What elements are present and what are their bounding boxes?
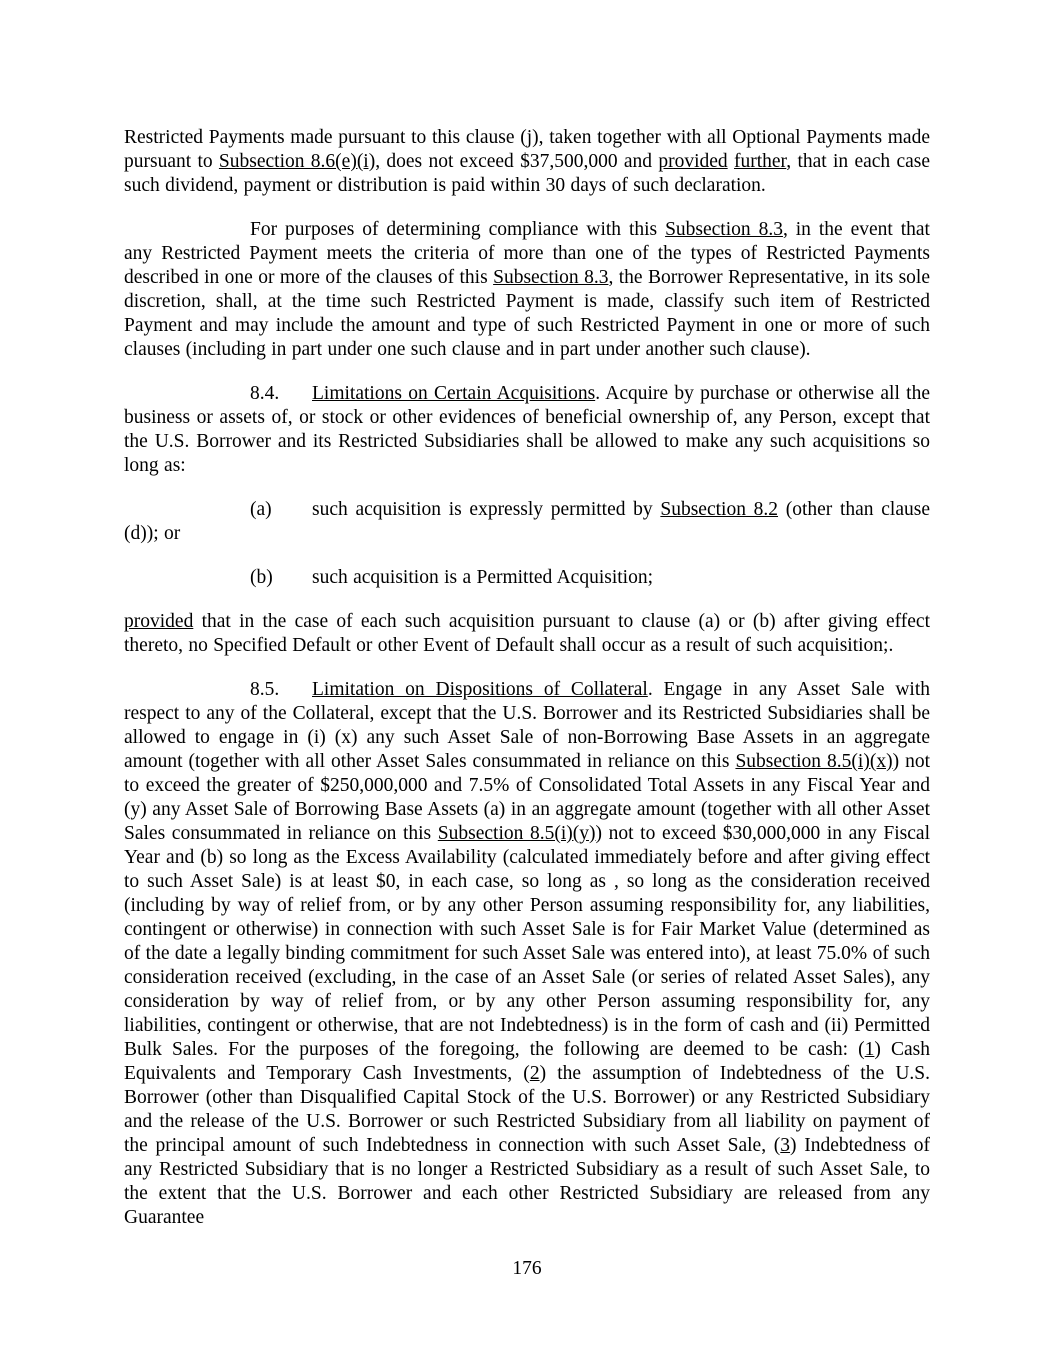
- paragraph-restricted-payments-continuation: Restricted Payments made pursuant to this clause (j), taken together with all Optional Payments made pursuant to Subsection 8.6(e)(i), does not exceed $37,500,000 and provided further, that in each case such dividend, payment or distribution is paid within 30 days of such declaration.: [124, 127, 931, 196]
- paragraph-clause-b: (b) such acquisition is a Permitted Acquisition;: [250, 567, 654, 588]
- paragraph-proviso: provided that in the case of each such acquisition pursuant to clause (a) or (b) after giving effect thereto, no Specified Default or other Event of Default shall occur as a result of such acquisition;.: [124, 611, 930, 656]
- paragraph-section-8-5-dispositions-collateral: 8.5. Limitation on Dispositions of Collateral. Engage in any Asset Sale with respect to any of the Collateral, except that the U.S. Borrower and its Restricted Subsidiaries shall be allowed to engage in (i) (x) any such Asset Sale of non-Borrowing Base Assets in an aggregate amount (together with all other Asset Sales consummated in reliance on this Subsection 8.5(i)(x)) not to exceed the greater of $250,000,000 and 7.5% of Consolidated Total Assets in any Fiscal Year and (y) any Asset Sale of Borrowing Base Assets (a) in an aggregate amount (together with all other Asset Sales consummated in reliance on this Subsection 8.5(i)(y)) not to exceed $30,000,000 in any Fiscal Year and (b) so long as the Excess Availability (calculated immediately before and after giving effect to such Asset Sale) is at least $0, in each case, so long as , so long as the consideration received (including by way of relief from, or by any other Person assuming responsibility for, any liabilities, contingent or otherwise) in connection with such Asset Sale is for Fair Market Value (determined as of the date a legally binding commitment for such Asset Sale was entered into), at least 75.0% of such consideration received (excluding, in the case of an Asset Sale (or series of related Asset Sales), any consideration by way of relief from, or by any other Person assuming responsibility for, any liabilities, contingent or otherwise, that are not Indebtedness) is in the form of cash and (ii) Permitted Bulk Sales. For the purposes of the foregoing, the following are deemed to be cash: (1) Cash Equivalents and Temporary Cash Investments, (2) the assumption of Indebtedness of the U.S. Borrower (other than Disqualified Capital Stock of the U.S. Borrower) or any Restricted Subsidiary and the release of the U.S. Borrower or such Restricted Subsidiary from all liability on payment of the principal amount of such Indebtedness in connection with such Asset Sale, (3) Indebtedness of any Restricted Subsidiary that is no longer a Restricted Subsidiary as a result of such Asset Sale, to the extent that the U.S. Borrower and each other Restricted Subsidiary are released from any Guarantee: [124, 679, 931, 1228]
- paragraph-compliance-subsection-8-3: For purposes of determining compliance with this Subsection 8.3, in the event that any Restricted Payment meets the criteria of more than one of the types of Restricted Payments described in one or more of the clauses of this Subsection 8.3, the Borrower Representative, in its sole discretion, shall, at the time such Restricted Payment is made, classify such item of Restricted Payment and may include the amount and type of such Restricted Payment in one or more of such clauses (including in part under one such clause and in part under another such clause).: [124, 219, 930, 360]
- paragraph-clause-a: (a) such acquisition is expressly permitted by Subsection 8.2 (other than clause (d)); or: [124, 499, 930, 544]
- page-number: 176: [512, 1258, 542, 1279]
- paragraph-section-8-4-limitations-acquisitions: 8.4. Limitations on Certain Acquisitions. Acquire by purchase or otherwise all the business or assets of, or stock or other evidences of beneficial ownership of, any Person, except that the U.S. Borrower and its Restricted Subsidiaries shall be allowed to make any such acquisitions so long as:: [124, 383, 930, 476]
